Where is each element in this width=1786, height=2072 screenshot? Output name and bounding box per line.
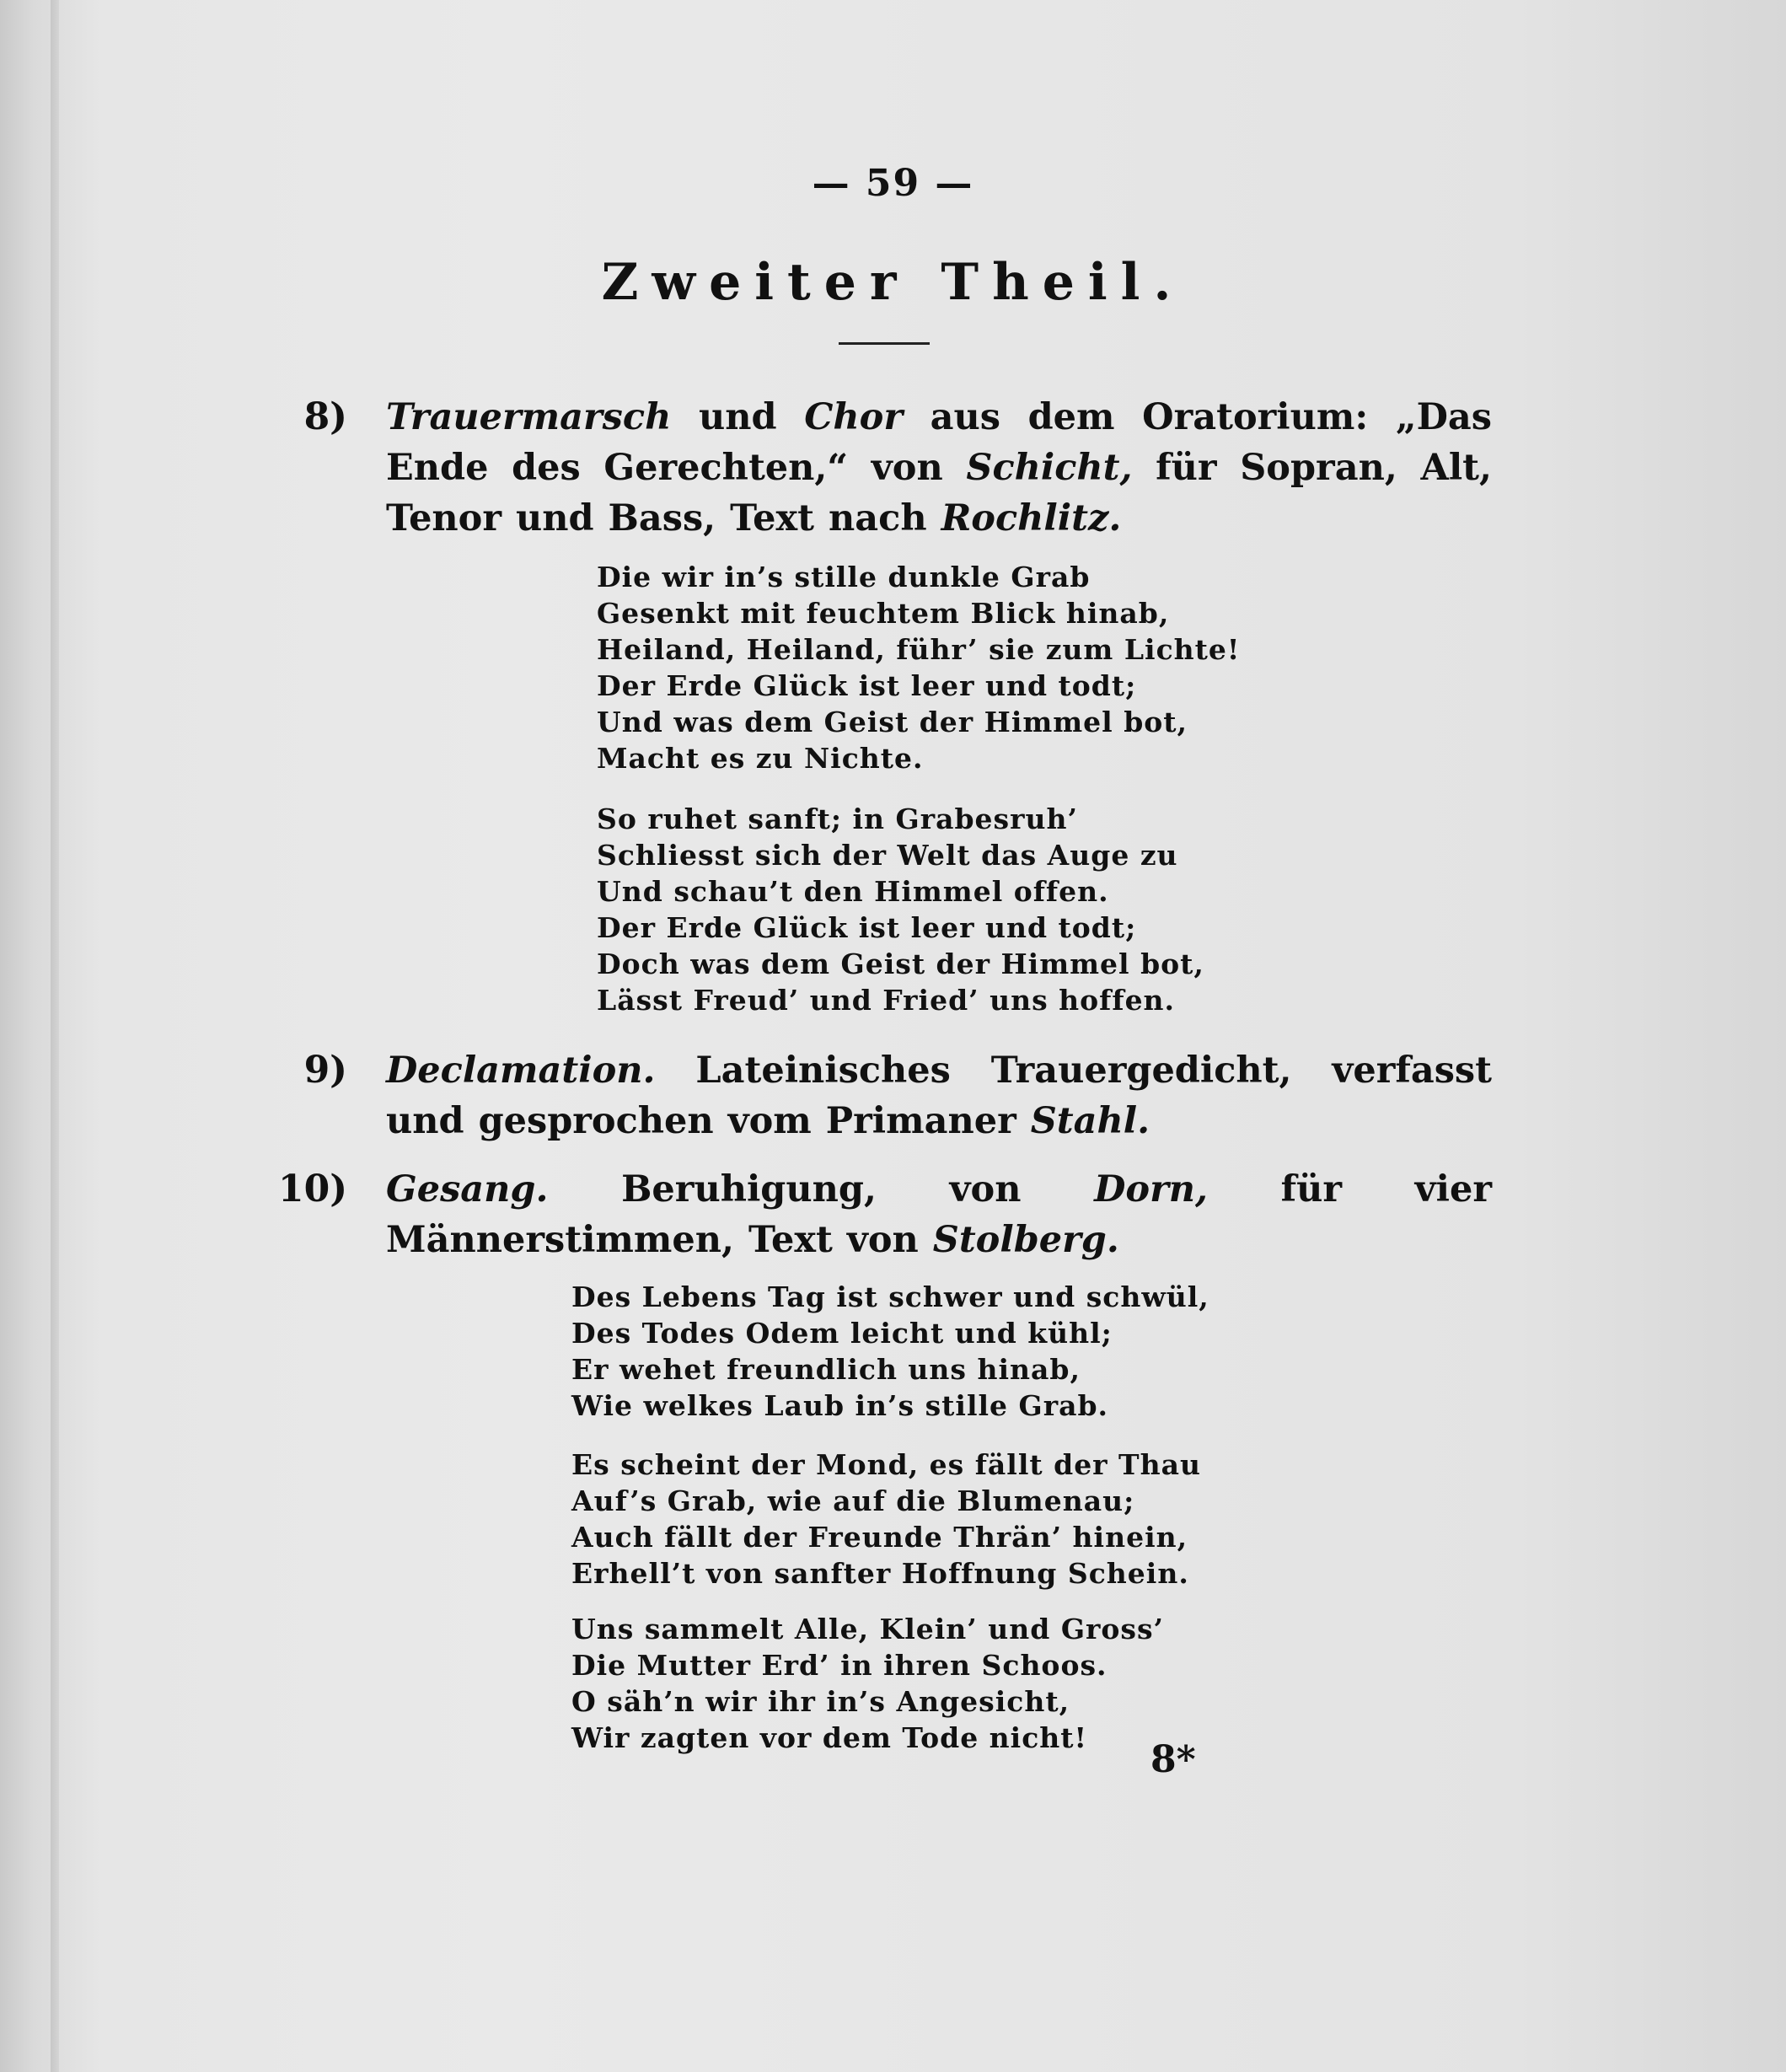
verse-line: Wir zagten vor dem Tode nicht! [571, 1721, 1088, 1754]
item-text-part: und [671, 396, 805, 438]
verse-line: Es scheint der Mond, es fällt der Thau [571, 1448, 1201, 1481]
verse-line: Die Mutter Erd’ in ihren Schoos. [571, 1649, 1108, 1682]
section-title: Zweiter Theil. [601, 253, 1185, 312]
item-number: 9) [303, 1049, 347, 1092]
stanza [571, 1279, 1209, 1424]
item-text-part: Schicht, [966, 447, 1133, 489]
verse-line: Macht es zu Nichte. [597, 742, 924, 775]
verse-line: Der Erde Glück ist leer und todt; [597, 911, 1137, 944]
item-number: 8) [303, 395, 347, 438]
item-text-part: Declamation. [386, 1049, 656, 1092]
item-text-part: Chor [804, 396, 904, 438]
verse-line: Der Erde Glück ist leer und todt; [597, 669, 1137, 702]
verse-line: Uns sammelt Alle, Klein’ und Gross’ [571, 1613, 1165, 1645]
verse-line: So ruhet sanft; in Grabesruh’ [597, 802, 1078, 835]
verse-line: Auf’s Grab, wie auf die Blumenau; [571, 1484, 1135, 1517]
item-description [386, 1045, 1492, 1146]
item-text-part: Lateinisches Trauergedicht, verfasst und gesprochen vom Primaner [386, 1049, 1492, 1142]
item-text-part: Gesang. [386, 1168, 549, 1210]
verse-line: Und was dem Geist der Himmel bot, [597, 706, 1188, 738]
verse-line: Schliesst sich der Welt das Auge zu [597, 839, 1178, 872]
item-description [386, 392, 1492, 544]
item-number: 10) [278, 1168, 348, 1210]
item-text-part: Beruhigung, von [548, 1168, 1095, 1210]
signature-mark: 8* [1150, 1738, 1196, 1781]
item-text-part: Trauermarsch [386, 396, 672, 438]
verse-line: Doch was dem Geist der Himmel bot, [597, 947, 1204, 980]
item-text-part: für vier Männerstimmen, Text von [386, 1168, 1492, 1261]
verse-line: Erhell’t von sanfter Hoffnung Schein. [571, 1557, 1189, 1590]
verse-line: Und schau’t den Himmel offen. [597, 875, 1109, 908]
verse-line: Lässt Freud’ und Fried’ uns hoffen. [597, 984, 1176, 1017]
stanza [597, 559, 1240, 776]
item-text-part: Dorn, [1094, 1168, 1208, 1210]
page-number: — 59 — [812, 162, 974, 205]
verse-line: Wie welkes Laub in’s stille Grab. [571, 1389, 1109, 1422]
stanza [571, 1447, 1201, 1592]
verse-line: Gesenkt mit feuchtem Blick hinab, [597, 597, 1170, 630]
verse-line: Heiland, Heiland, führ’ sie zum Lichte! [597, 633, 1241, 666]
item-text-part: Stahl. [1030, 1100, 1150, 1142]
stanza [597, 801, 1204, 1018]
stanza [571, 1611, 1164, 1756]
verse-line: O säh’n wir ihr in’s Angesicht, [571, 1685, 1070, 1718]
verse-line: Er wehet freundlich uns hinab, [571, 1353, 1081, 1386]
title-rule [839, 342, 930, 345]
item-text-part: aus dem Oratorium: „Das Ende des Gerechten,“ von [386, 396, 1492, 489]
verse-line: Auch fällt der Freunde Thrän’ hinein, [571, 1521, 1188, 1554]
item-text-part: für Sopran, Alt, Tenor und Bass, Text nach [386, 447, 1492, 539]
verse-line: Die wir in’s stille dunkle Grab [597, 561, 1091, 593]
item-text-part: Rochlitz. [941, 497, 1122, 539]
verse-line: Des Todes Odem leicht und kühl; [571, 1317, 1113, 1350]
item-description [386, 1164, 1492, 1265]
item-text-part: Stolberg. [932, 1219, 1119, 1261]
verse-line: Des Lebens Tag ist schwer und schwül, [571, 1280, 1209, 1313]
